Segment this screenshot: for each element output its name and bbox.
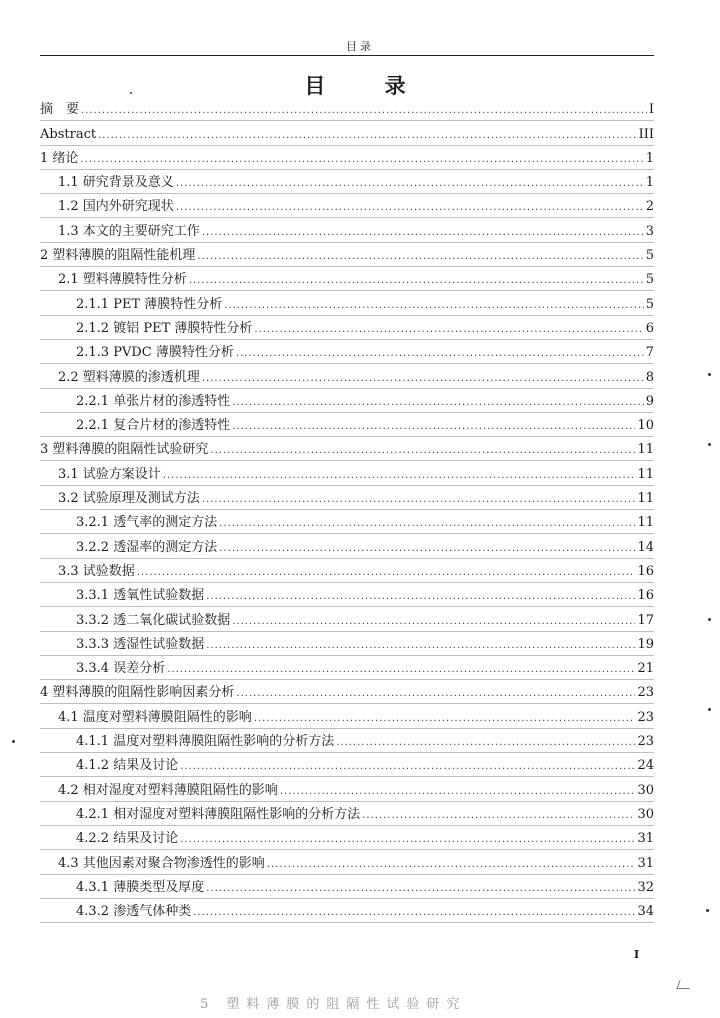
margin-speck — [706, 909, 709, 912]
dot-leader — [236, 688, 635, 700]
toc-entry[interactable] — [40, 316, 654, 340]
margin-speck — [708, 708, 711, 711]
toc-entry-page: 10 — [637, 418, 654, 434]
toc-entry-label: 3.3 试验数据 — [58, 563, 135, 579]
toc-entry-label: 2.1.2 镀铝 PET 薄膜特性分析 — [76, 320, 253, 336]
margin-speck — [708, 443, 711, 446]
dot-leader — [232, 397, 644, 409]
dot-leader — [254, 324, 643, 336]
dot-leader — [362, 810, 635, 822]
dot-leader — [189, 275, 644, 287]
toc-entry[interactable] — [40, 607, 654, 631]
dot-leader — [176, 202, 644, 214]
toc-entry-label: 3.2 试验原理及测试方法 — [58, 491, 200, 507]
toc-entry-label: 2.2.1 复合片材的渗透特性 — [76, 418, 231, 434]
toc-entry[interactable] — [40, 680, 654, 704]
toc-entry-page: 21 — [637, 661, 654, 677]
toc-entry-label: 3.3.4 误差分析 — [76, 661, 166, 677]
dot-leader — [206, 640, 635, 652]
toc-entry[interactable] — [40, 850, 654, 874]
toc-entry[interactable] — [40, 875, 654, 899]
toc-entry-page: 5 — [645, 272, 654, 288]
dot-leader — [202, 494, 636, 506]
toc-entry-label: 4.1 温度对塑料薄膜阻隔性的影响 — [58, 709, 252, 725]
toc-entry[interactable] — [40, 753, 654, 777]
toc-entry-page: 14 — [637, 539, 654, 555]
toc-entry[interactable] — [40, 486, 654, 510]
toc-entry[interactable] — [40, 413, 654, 437]
toc-entry-label: 3.1 试验方案设计 — [58, 466, 161, 482]
toc-entry-page: 11 — [637, 515, 654, 531]
toc-entry-page: 23 — [637, 709, 654, 725]
toc-entry-page: 34 — [637, 904, 654, 920]
dot-leader — [167, 664, 635, 676]
toc-entry-label: 4.2 相对湿度对塑料薄膜阻隔性的影响 — [58, 782, 278, 798]
toc-entry-page: 5 — [645, 296, 654, 312]
margin-speck — [708, 618, 711, 621]
toc-entry-page: 16 — [637, 588, 654, 604]
dot-leader — [254, 713, 636, 725]
toc-entry[interactable] — [40, 729, 654, 753]
toc-entry-page: 1 — [645, 150, 654, 166]
toc-entry[interactable] — [40, 437, 654, 461]
dot-leader — [336, 737, 635, 749]
toc-entry[interactable] — [40, 826, 654, 850]
margin-speck — [12, 740, 15, 743]
toc-entry-label: 2 塑料薄膜的阻隔性能机理 — [40, 248, 196, 264]
toc-entry-page: 11 — [637, 466, 654, 482]
toc-title: 目 录 — [304, 73, 432, 98]
toc-entry-page: 11 — [637, 442, 654, 458]
dot-leader — [193, 907, 635, 919]
toc-entry-label: 1 绪论 — [40, 150, 79, 166]
dot-leader — [206, 883, 635, 895]
toc-entry-label: 3.3.2 透二氧化碳试验数据 — [76, 612, 231, 628]
toc-entry-label: 1.2 国内外研究现状 — [58, 199, 174, 215]
toc-entry[interactable] — [40, 170, 654, 194]
toc-entry-label: 4 塑料薄膜的阻隔性影响因素分析 — [40, 685, 235, 701]
toc-entry[interactable] — [40, 218, 654, 242]
dot-leader — [232, 616, 635, 628]
toc-entry-label: 2.1.3 PVDC 薄膜特性分析 — [76, 345, 234, 361]
toc-entry[interactable] — [40, 364, 654, 388]
toc-entry[interactable] — [40, 121, 654, 145]
dot-leader — [267, 859, 636, 871]
toc-entry[interactable] — [40, 510, 654, 534]
bleed-through-text: 5 塑料薄膜的阻隔性试验研究 — [200, 997, 467, 1012]
dot-leader — [81, 105, 647, 117]
toc-entry-label: 4.2.1 相对湿度对塑料薄膜阻隔性影响的分析方法 — [76, 806, 361, 822]
dot-leader — [280, 786, 636, 798]
toc-entry[interactable] — [40, 534, 654, 558]
toc-entry[interactable] — [40, 899, 654, 923]
dot-leader — [219, 543, 635, 555]
dot-leader — [163, 470, 636, 482]
toc-entry[interactable] — [40, 656, 654, 680]
dot-leader — [137, 567, 636, 579]
toc-entry-page: 11 — [637, 491, 654, 507]
toc-entry[interactable] — [40, 267, 654, 291]
toc-entry-page: 24 — [637, 758, 654, 774]
toc-entry[interactable] — [40, 461, 654, 485]
toc-entry[interactable] — [40, 802, 654, 826]
toc-entry-page: 19 — [637, 636, 654, 652]
table-of-contents — [40, 97, 654, 923]
toc-entry-label: 4.3 其他因素对聚合物渗透性的影响 — [58, 855, 265, 871]
dot-leader — [180, 834, 635, 846]
toc-entry-label: 3.2.2 透湿率的测定方法 — [76, 539, 218, 555]
toc-entry-page: 23 — [637, 734, 654, 750]
toc-entry[interactable] — [40, 583, 654, 607]
toc-entry-page: 31 — [637, 855, 654, 871]
dot-leader — [224, 300, 643, 312]
dot-leader — [210, 445, 635, 457]
dot-leader — [197, 251, 643, 263]
toc-entry-page: 6 — [645, 320, 654, 336]
toc-entry[interactable] — [40, 97, 654, 121]
toc-entry-label: 1.3 本文的主要研究工作 — [58, 223, 200, 239]
dot-leader — [219, 518, 635, 530]
running-header: 目录 — [346, 40, 374, 53]
toc-entry-label: 3 塑料薄膜的阻隔性试验研究 — [40, 442, 209, 458]
dot-leader — [206, 591, 635, 603]
toc-entry[interactable] — [40, 291, 654, 315]
toc-entry[interactable] — [40, 777, 654, 801]
toc-entry-page: 23 — [637, 685, 654, 701]
toc-entry-page: 30 — [637, 806, 654, 822]
toc-entry[interactable] — [40, 194, 654, 218]
toc-entry[interactable] — [40, 559, 654, 583]
margin-speck — [708, 373, 711, 376]
toc-entry[interactable] — [40, 340, 654, 364]
corner-scribble — [676, 980, 692, 989]
toc-entry-label: 3.3.1 透氧性试验数据 — [76, 588, 205, 604]
toc-entry-label: 4.3.2 渗透气体种类 — [76, 904, 192, 920]
toc-entry[interactable] — [40, 146, 654, 170]
toc-entry-label: 2.1.1 PET 薄膜特性分析 — [76, 296, 223, 312]
toc-entry-label: 2.2 塑料薄膜的渗透机理 — [58, 369, 200, 385]
toc-entry-label: 4.3.1 薄膜类型及厚度 — [76, 879, 205, 895]
toc-entry-page: 31 — [637, 831, 654, 847]
toc-entry-page: 1 — [645, 175, 654, 191]
dot-leader — [202, 227, 644, 239]
toc-entry-page: 9 — [645, 393, 654, 409]
dot-leader — [202, 373, 644, 385]
toc-entry-label: 3.3.3 透湿性试验数据 — [76, 636, 205, 652]
dot-leader — [98, 130, 637, 142]
dot-leader — [180, 761, 635, 773]
toc-entry-page: 32 — [637, 879, 654, 895]
toc-entry-page: 7 — [645, 345, 654, 361]
toc-entry-page: 17 — [637, 612, 654, 628]
toc-entry-label: 1.1 研究背景及意义 — [58, 175, 174, 191]
toc-entry[interactable] — [40, 704, 654, 728]
toc-entry-label: Abstract — [40, 126, 97, 142]
toc-entry-label: 4.2.2 结果及讨论 — [76, 831, 179, 847]
toc-entry-page: 3 — [645, 223, 654, 239]
toc-entry[interactable] — [40, 389, 654, 413]
toc-entry-page: I — [648, 102, 654, 118]
toc-entry-page: 30 — [637, 782, 654, 798]
dot-leader — [232, 421, 635, 433]
dot-leader — [236, 348, 644, 360]
toc-entry-label: 2.1 塑料薄膜特性分析 — [58, 272, 187, 288]
dot-leader — [80, 154, 643, 166]
toc-entry[interactable] — [40, 632, 654, 656]
toc-entry[interactable] — [40, 243, 654, 267]
toc-entry-label: 2.2.1 单张片材的渗透特性 — [76, 393, 231, 409]
toc-entry-page: 2 — [645, 199, 654, 215]
toc-entry-page: 8 — [645, 369, 654, 385]
toc-entry-page: 5 — [645, 248, 654, 264]
header-rule — [40, 55, 654, 56]
toc-entry-label: 4.1.2 结果及讨论 — [76, 758, 179, 774]
dot-leader — [176, 178, 644, 190]
toc-entry-page: 16 — [637, 563, 654, 579]
toc-entry-page: III — [638, 126, 654, 142]
toc-entry-label: 3.2.1 透气率的测定方法 — [76, 515, 218, 531]
margin-speck — [130, 92, 132, 94]
toc-entry-label: 摘 要 — [40, 102, 80, 118]
page-number: I — [634, 948, 640, 961]
toc-entry-label: 4.1.1 温度对塑料薄膜阻隔性影响的分析方法 — [76, 734, 335, 750]
